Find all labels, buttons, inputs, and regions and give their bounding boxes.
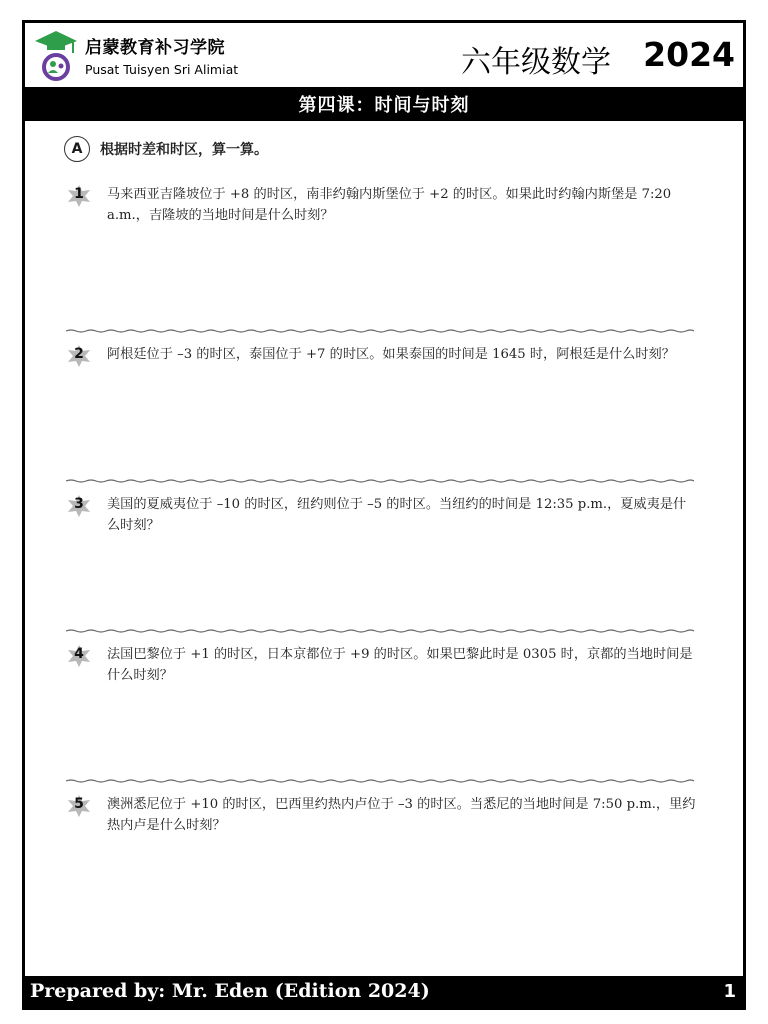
graduation-cap-logo-icon bbox=[33, 29, 79, 81]
subject-year: 2024 bbox=[643, 35, 735, 74]
question-number-badge bbox=[66, 184, 92, 208]
question-number-badge bbox=[66, 494, 92, 518]
section-instruction: 根据时差和时区，算一算。 bbox=[100, 142, 268, 158]
lesson-title-bar bbox=[25, 87, 743, 121]
question-number: 4 bbox=[74, 646, 84, 662]
answer-divider bbox=[66, 328, 694, 334]
question-number: 3 bbox=[74, 496, 84, 512]
school-name-chinese: 启蒙教育补习学院 bbox=[85, 38, 225, 58]
answer-divider bbox=[66, 628, 694, 634]
lesson-title: 第四课：时间与时刻 bbox=[298, 95, 470, 116]
question-text: 澳洲悉尼位于 +10 的时区，巴西里约热内卢位于 –3 的时区。当悉尼的当地时间是 7:50 p.m.，里约热内卢是什么时刻？ bbox=[107, 797, 696, 833]
page-footer bbox=[22, 976, 746, 1010]
answer-divider bbox=[66, 478, 694, 484]
question-text: 美国的夏威夷位于 –10 的时区，纽约则位于 –5 的时区。当纽约的时间是 12:35 p.m.，夏威夷是什么时刻？ bbox=[107, 497, 687, 533]
section-heading bbox=[64, 136, 268, 162]
answer-divider bbox=[66, 778, 694, 784]
question-number-badge bbox=[66, 344, 92, 368]
question-text: 阿根廷位于 –3 的时区，泰国位于 +7 的时区。如果泰国的时间是 1645 时，阿根廷是什么时刻？ bbox=[107, 347, 675, 362]
question-number: 5 bbox=[74, 796, 84, 812]
section-badge: A bbox=[64, 136, 90, 162]
question-text: 马来西亚吉隆坡位于 +8 的时区，南非约翰内斯堡位于 +2 的时区。如果此时约翰内斯堡是 7:20 a.m.，吉隆坡的当地时间是什么时刻？ bbox=[107, 187, 672, 223]
prepared-by: Prepared by: Mr. Eden (Edition 2024) bbox=[30, 980, 430, 1002]
school-name-english: Pusat Tuisyen Sri Alimiat bbox=[85, 62, 239, 77]
page-number: 1 bbox=[723, 981, 736, 1002]
subject-title: 六年级数学 bbox=[461, 45, 611, 80]
page-header bbox=[25, 23, 743, 87]
question-number: 2 bbox=[74, 346, 84, 362]
question-text: 法国巴黎位于 +1 的时区，日本京都位于 +9 的时区。如果巴黎此时是 0305 时，京都的当地时间是什么时刻？ bbox=[107, 647, 693, 683]
question-number: 1 bbox=[74, 186, 84, 202]
question-number-badge bbox=[66, 794, 92, 818]
question-number-badge bbox=[66, 644, 92, 668]
